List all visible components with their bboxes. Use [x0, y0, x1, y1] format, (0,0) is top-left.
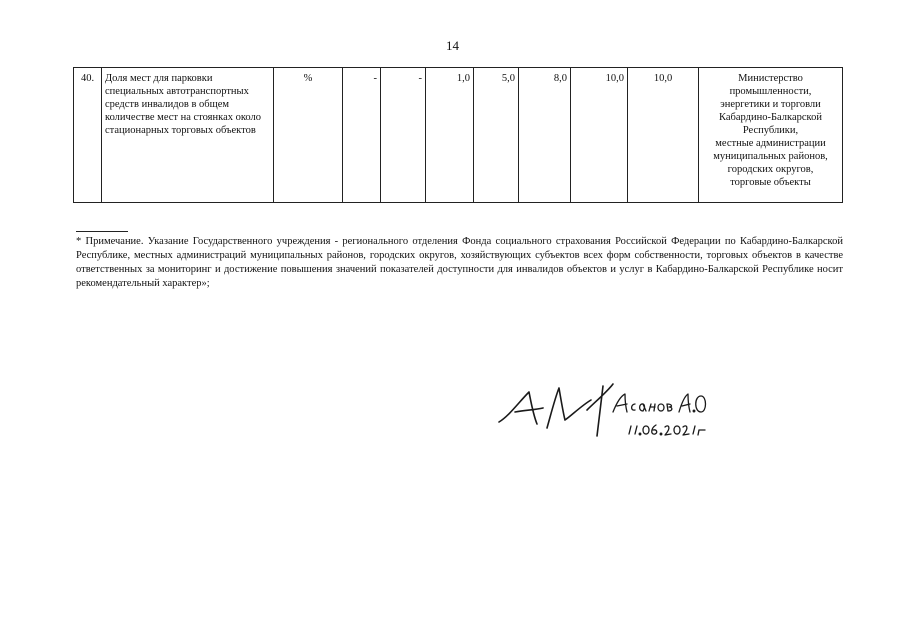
value-cell: 5,0: [474, 68, 519, 203]
value-cell: 10,0: [571, 68, 628, 203]
handwritten-signature: [495, 380, 710, 450]
table-row: [74, 68, 843, 203]
value-cell: 10,0: [628, 68, 699, 203]
row-number-cell: 40.: [74, 68, 102, 203]
responsible-line: Республики,: [742, 125, 799, 136]
value-cell: -: [343, 68, 381, 203]
responsible-line: городских округов,: [727, 164, 814, 175]
responsible-line: Министерство: [738, 73, 803, 84]
indicator-name-cell: Доля мест для парковки специальных автотранспортных средств инвалидов в общем количестве мест на стоянках около стационарных торговых объектов: [102, 68, 274, 203]
page-number: 14: [446, 38, 459, 53]
responsible-line: местные администрации: [715, 138, 826, 149]
footnote-divider: [76, 231, 128, 232]
indicator-table: [73, 67, 843, 203]
responsible-line: торговые объекты: [730, 177, 811, 188]
footnote-text: * Примечание. Указание Государственного учреждения - регионального отделения Фонда социального страхования Российской Федерации по Кабардино-Балкарской Республике, местных администраций муниципальных районов, городских округов, хозяйствующих субъектов всех форм собственности, торговых объектов в качестве ответственных за мониторинг и достижение повышения значений показателей доступности для инвалидов объектов и услуг в Кабардино-Балкарской Республике носит рекомендательный характер»;: [76, 236, 843, 289]
responsible-line: промышленности,: [729, 86, 812, 97]
value-cell: 8,0: [519, 68, 571, 203]
responsible-line: муниципальных районов,: [713, 151, 828, 162]
responsible-cell: [699, 68, 843, 203]
value-cell: -: [381, 68, 426, 203]
unit-cell: %: [274, 68, 343, 203]
responsible-line: энергетики и торговли: [720, 99, 821, 110]
responsible-line: Кабардино-Балкарской: [719, 112, 822, 123]
value-cell: 1,0: [426, 68, 474, 203]
